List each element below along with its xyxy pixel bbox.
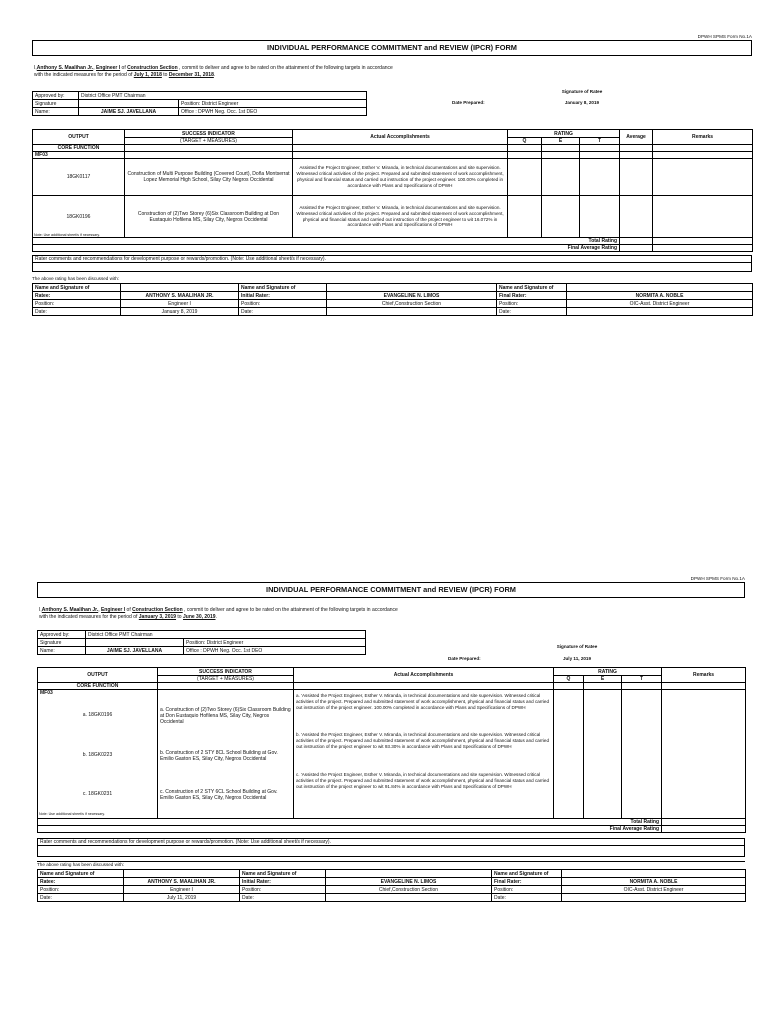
- period-end: June 30, 2019: [182, 614, 216, 620]
- success-indicator: a. Construction of (2)Two Storey (6)Six Classroom Building at Don Eustaquio Hofilena MS, Silay City, Negros Occidental: [160, 707, 291, 725]
- success-indicator: b. Construction of 2 STY 8CL School Building at Gov. Emilio Gaston ES, Silay City, Negros Occidental: [160, 750, 278, 762]
- final-rater-signatory: NORMITA A. NOBLE: [567, 292, 753, 300]
- ratee-name: Anthony S. Maalihan Jr.: [41, 607, 99, 613]
- period-end: December 31, 2018: [168, 72, 214, 78]
- ipcr-form-2019: [37, 576, 745, 902]
- ratee-signature-date: January 8, 2019: [564, 100, 600, 105]
- mfo-label: MF03: [40, 690, 53, 696]
- total-rating-label: Total Rating: [38, 819, 662, 826]
- core-function-label: CORE FUNCTION: [38, 683, 158, 690]
- signature-table: Name and Signature of Name and Signature of Name and Signature of Ratee: ANTHONY S. MAALIHAN JR. Initial Rater: EVANGELINE N. LIMOS Final Rater: NORMITA A. NOBLE Position: Engineer I Position: Chief,Construction Section Position: OIC-Asst. District Engineer Date: January 8, 2019 Date: Date:: [32, 283, 753, 316]
- accomplishment: b. 'Assisted the Project Engineer, Esther V. Miranda, in technical documentations and site supervision. Witnessed critical activities of the project. Prepared and submitted statement of work accomplishment, physical and financial status and carried out instruction of the project engineer to wit 93.30% in accordance with Plans and Specifications of DPWH: [296, 732, 550, 749]
- period-start: July 1, 2018: [133, 72, 162, 78]
- success-indicator: c. Construction of 2 STY 6CL School Building at Gov. Emilio Gaston ES, Silay City, Negros Occidental: [160, 789, 278, 801]
- rater-comments: Rater comments and recommendations for development purpose or rewards/promotion. (Note: Use additional sheet/s if necessary).: [37, 838, 745, 857]
- final-average-label: Final Average Rating: [38, 826, 662, 833]
- output-code: b. 18GK0223: [82, 752, 113, 758]
- date-prepared-label: Date Prepared:: [452, 100, 485, 105]
- core-function-label: CORE FUNCTION: [33, 145, 125, 152]
- ratee-name: Anthony S. Maalihan Jr.: [36, 65, 94, 71]
- table-row: [33, 159, 753, 196]
- ratee-section: Construction Section: [132, 607, 183, 613]
- rater-comments: Rater comments and recommendations for development purpose or rewards/promotion. (Note: Use additional sheet/s if necessary).: [32, 255, 752, 272]
- form-number: DPWH SPMS Form No.1A: [697, 34, 752, 39]
- ratee-position: Engineer I: [100, 607, 126, 613]
- initial-rater-signatory: EVANGELINE N. LIMOS: [327, 292, 497, 300]
- table-row: [38, 690, 746, 819]
- accomplishment: c. 'Assisted the Project Engineer, Esther V. Miranda, in technical documentations and site supervision. Witnessed critical activities of the project. Prepared and submitted statement of work accomplishment, physical and financial status and carried out instruction of the project engineer to wit 91.84% in accordance with Plans and Specifications of DPWH: [296, 772, 550, 789]
- performance-table: OUTPUT SUCCESS INDICATOR Actual Accomplishments RATING Remarks (TARGET + MEASURES) Q E T CORE FUNCTION MF03 a. 18GK0196 b. 18GK0223 c. 18GK0231 Note: Use additional sheet/s if necessary. a. Construction of (2)Two Storey (6)Six Classroom Building at Don Eustaquio Hofilena MS, Silay City, Negros Occidental b. Construction of 2 STY 8CL School Building at Gov. Emilio Gaston ES, Silay City, Negros Occidental c. Construction of 2 STY 6CL School Building at Gov. Emilio Gaston ES, Silay City, Negros Occidental a. 'Assisted the Project Engineer, Esther V. Miranda, in technical documentations and site supervision. Witnessed critical activities of the project. Prepared and submitted statement of work accomplishment, physical and financial status and carried out instruction of the project engineer. 100.00% completed in accordance with Plans and Specifications of DPWH b. 'Assisted the Project Engineer, Esther V. Miranda, in technical documentations and site supervision. Witnessed critical activities of the project. Prepared and submitted statement of work accomplishment, physical and financial status and carried out instruction of the project engineer to wit 93.30% in accordance with Plans and Specifications of DPWH c. 'Assisted the Project Engineer, Esther V. Miranda, in technical documentations and site supervision. Witnessed critical activities of the project. Prepared and submitted statement of work accomplishment, physical and financial status and carried out instruction of the project engineer to wit 91.84% in accordance with Plans and Specifications of DPWH Total Rating Final Average Rating: [37, 667, 746, 833]
- accomplishment: Assisted the Project Engineer, Esther V. Miranda, in technical documentations and site supervision. Witnessed critical activities of the project. Prepared and submitted statement of work accomplishment, physical and financial status and carried out instruction of the project engineer. 100.00% completed in accordance with Plans and Specifications of DPWH: [293, 159, 508, 196]
- mfo-label: MF03: [33, 152, 125, 159]
- commitment-statement: I,Anthony S. Maalihan Jr., Engineer I of Construction Section , commit to deliver and agree to be rated on the attainment of the following targets in accordance with the indicated measures for the period of January 3, 2019 to June 30, 2019.: [39, 607, 398, 620]
- success-indicator: Construction of Multi Purpose Building (Covered Court), Doña Montserrat Lopez Memorial High School, Silay City Negros Occidental: [125, 159, 293, 196]
- additional-sheet-note: Note: Use additional sheet/s if necessary.: [39, 812, 105, 816]
- ratee-signatory: ANTHONY S. MAALIHAN JR.: [124, 878, 240, 886]
- output-code: 18GK0196: [66, 213, 91, 220]
- initial-rater-signatory: EVANGELINE N. LIMOS: [326, 878, 492, 886]
- signature-table: Name and Signature of Name and Signature of Name and Signature of Ratee: ANTHONY S. MAALIHAN JR. Initial Rater: EVANGELINE N. LIMOS Final Rater: NORMITA A. NOBLE Position: Engineer I Position: Chief,Construction Section Position: OIC-Asst. District Engineer Date: July 11, 2019 Date: Date:: [37, 869, 746, 902]
- ipcr-form-2018: [32, 34, 752, 316]
- commitment-statement: I,Anthony S. Maalihan Jr., Engineer I of Construction Section , commit to deliver and agree to be rated on the attainment of the following targets in accordance with the indicated measures for the period of July 1, 2018 to December 31, 2018.: [34, 65, 393, 78]
- date-prepared-label: Date Prepared:: [448, 656, 481, 661]
- accomplishment: a. 'Assisted the Project Engineer, Esther V. Miranda, in technical documentations and site supervision. Witnessed critical activities of the project. Prepared and submitted statement of work accomplishment, physical and financial status and carried out instruction of the project engineer. 100.00% completed in accordance with Plans and Specifications of DPWH: [296, 693, 550, 710]
- approver-name: JAIME SJ. JAVELLANA: [86, 647, 184, 655]
- ratee-signature-label: Signature of Ratee: [556, 644, 598, 649]
- output-code: c. 18GK0231: [82, 791, 113, 797]
- final-rater-signatory: NORMITA A. NOBLE: [562, 878, 746, 886]
- accomplishment: Assisted the Project Engineer, Esther V. Miranda, in technical documentations and site supervision. Witnessed critical activities of the project. Prepared and submitted statement of work accomplishment, physical and financial status and carried out instruction of the project engineer to wit 16.072% in accordance with Plans and Specifications of DPWH: [293, 196, 508, 238]
- total-rating-label: Total Rating: [33, 238, 620, 245]
- form-title: INDIVIDUAL PERFORMANCE COMMITMENT and REVIEW (IPCR) FORM: [37, 582, 745, 598]
- ratee-position: Engineer I: [95, 65, 121, 71]
- output-code: a. 18GK0196: [82, 712, 113, 718]
- final-average-label: Final Average Rating: [33, 245, 620, 252]
- approver-name: JAIME SJ. JAVELLANA: [79, 108, 179, 116]
- period-start: January 3, 2019: [138, 614, 177, 620]
- ratee-signature-date: July 11, 2019: [562, 656, 592, 661]
- ratee-section: Construction Section: [127, 65, 178, 71]
- additional-sheet-note: Note: Use additional sheet/s if necessary.: [34, 233, 100, 237]
- performance-table: OUTPUT SUCCESS INDICATOR Actual Accomplishments RATING Average Remarks (TARGET + MEASURES) Q E T CORE FUNCTION MF03 18GK0117 Construction of Multi Purpose Building (Covered Court), Doña Montserrat Lopez Memorial High School, Silay City Negros Occidental Assisted the Project Engineer, Esther V. Miranda, in technical documentations and site supervision. Witnessed critical activities of the project. Prepared and submitted statement of work accomplishment, physical and financial status and carried out instruction of the project engineer. 100.00% completed in accordance with Plans and Specifications of DPWH 18GK0196 Note: Use additional sheet/s if necessary. Construction of (2)Two Storey (6)Six Classroom Building at Don Eustaquio Hofilena MS, Silay City, Negros Occidental Assisted the Project Engineer, Esther V. Miranda, in technical documentations and site supervision. Witnessed critical activities of the project. Prepared and submitted statement of work accomplishment, physical and financial status and carried out instruction of the project engineer to wit 16.072% in accordance with Plans and Specifications of DPWH Total Rating Final Average Rating: [32, 129, 753, 252]
- ratee-signatory: ANTHONY S. MAALIHAN JR.: [121, 292, 239, 300]
- ratee-signature-label: Signature of Ratee: [561, 89, 603, 94]
- success-indicator: Construction of (2)Two Storey (6)Six Classroom Building at Don Eustaquio Hofilena MS, Silay City, Negros Occidental: [125, 196, 293, 238]
- output-code: 18GK0117: [33, 159, 125, 196]
- approval-block: Approved by: District Office PMT Chairman Signature Position: District Engineer Name: JAIME SJ. JAVELLANA Office : DPWH Neg. Occ. 1st DEO: [37, 630, 366, 655]
- form-number: DPWH SPMS Form No.1A: [690, 576, 745, 581]
- approval-block: Approved by: District Office PMT Chairman Signature Position: District Engineer Name: JAIME SJ. JAVELLANA Office : DPWH Neg. Occ. 1st DEO: [32, 91, 367, 116]
- table-row: [33, 196, 753, 238]
- form-title: INDIVIDUAL PERFORMANCE COMMITMENT and REVIEW (IPCR) FORM: [32, 40, 752, 56]
- discussed-note: The above rating has been discussed with:: [37, 861, 745, 869]
- discussed-note: The above rating has been discussed with:: [32, 276, 120, 281]
